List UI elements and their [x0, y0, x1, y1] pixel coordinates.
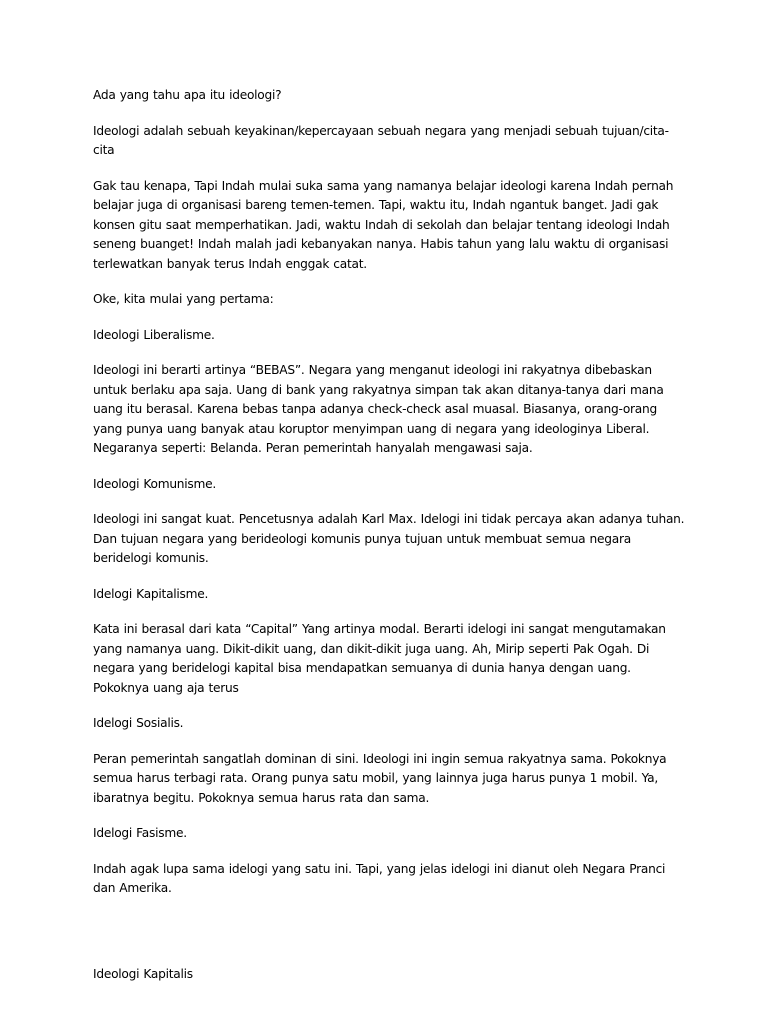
sosialis-heading: Idelogi Sosialis. [93, 716, 184, 730]
kapitalis-heading: Ideologi Kapitalis [93, 966, 193, 981]
sosialis-paragraph: Peran pemerintah sangatlah dominan di sini. Ideologi ini ingin semua rakyatnya sama. Pokoknya semua harus terbagi rata. Orang punya satu mobil, yang lainnya juga harus punya 1 mobil. Ya, ibaratnya begitu. Pokoknya semua harus rata dan sama. [93, 751, 667, 805]
start-line: Oke, kita mulai yang pertama: [93, 292, 274, 306]
intro-paragraph: Gak tau kenapa, Tapi Indah mulai suka sama yang namanya belajar ideologi karena Indah pernah belajar juga di organisasi bareng temen-temen. Tapi, waktu itu, Indah ngantuk banget. Jadi gak konsen gitu saat memperhatikan. Jadi, waktu Indah di sekolah dan belajar tentang ideologi Indah seneng buanget! Indah malah jadi kebanyakan nanya. Habis tahun yang lalu waktu di organisasi terlewatkan banyak terus Indah enggak catat. [93, 178, 674, 271]
kapitalisme-paragraph: Kata ini berasal dari kata “Capital” Yang artinya modal. Berarti idelogi ini sangat mengutamakan yang namanya uang. Dikit-dikit uang, dan dikit-dikit juga uang. Ah, Mirip seperti Pak Ogah. Di negara yang beridelogi kapital bisa mendapatkan semuanya di dunia hanya dengan uang. Pokoknya uang aja terus [93, 622, 666, 695]
definition-paragraph: Ideologi adalah sebuah keyakinan/kepercayaan sebuah negara yang menjadi sebuah tujuan/cita-cita [93, 123, 669, 157]
komunisme-heading: Ideologi Komunisme. [93, 476, 217, 491]
kapitalisme-heading: Idelogi Kapitalisme. [93, 586, 209, 601]
liberalisme-heading: Ideologi Liberalisme. [93, 327, 215, 342]
liberalisme-paragraph: Ideologi ini berarti artinya “BEBAS”. Negara yang menganut ideologi ini rakyatnya dibebaskan untuk berlaku apa saja. Uang di bank yang rakyatnya simpan tak akan ditanya-tanya dari mana uang itu berasal. Karena bebas tanpa adanya check-check asal muasal. Biasanya, orang-orang yang punya uang banyak atau koruptor menyimpan uang di negara yang ideologinya Liberal. Negaranya seperti: Belanda. Peran pemerintah hanyalah mengawasi saja. [93, 363, 664, 455]
question-heading: Ada yang tahu apa itu ideologi? [93, 88, 282, 102]
fasisme-heading: Idelogi Fasisme. [93, 826, 187, 840]
komunisme-paragraph: Ideologi ini sangat kuat. Pencetusnya adalah Karl Max. Idelogi ini tidak percaya akan adanya tuhan. Dan tujuan negara yang berideologi komunis punya tujuan untuk membuat semua negara beridelogi komunis. [93, 512, 685, 565]
fasisme-paragraph: Indah agak lupa sama idelogi yang satu ini. Tapi, yang jelas idelogi ini dianut oleh Negara Pranci dan Amerika. [93, 861, 666, 895]
